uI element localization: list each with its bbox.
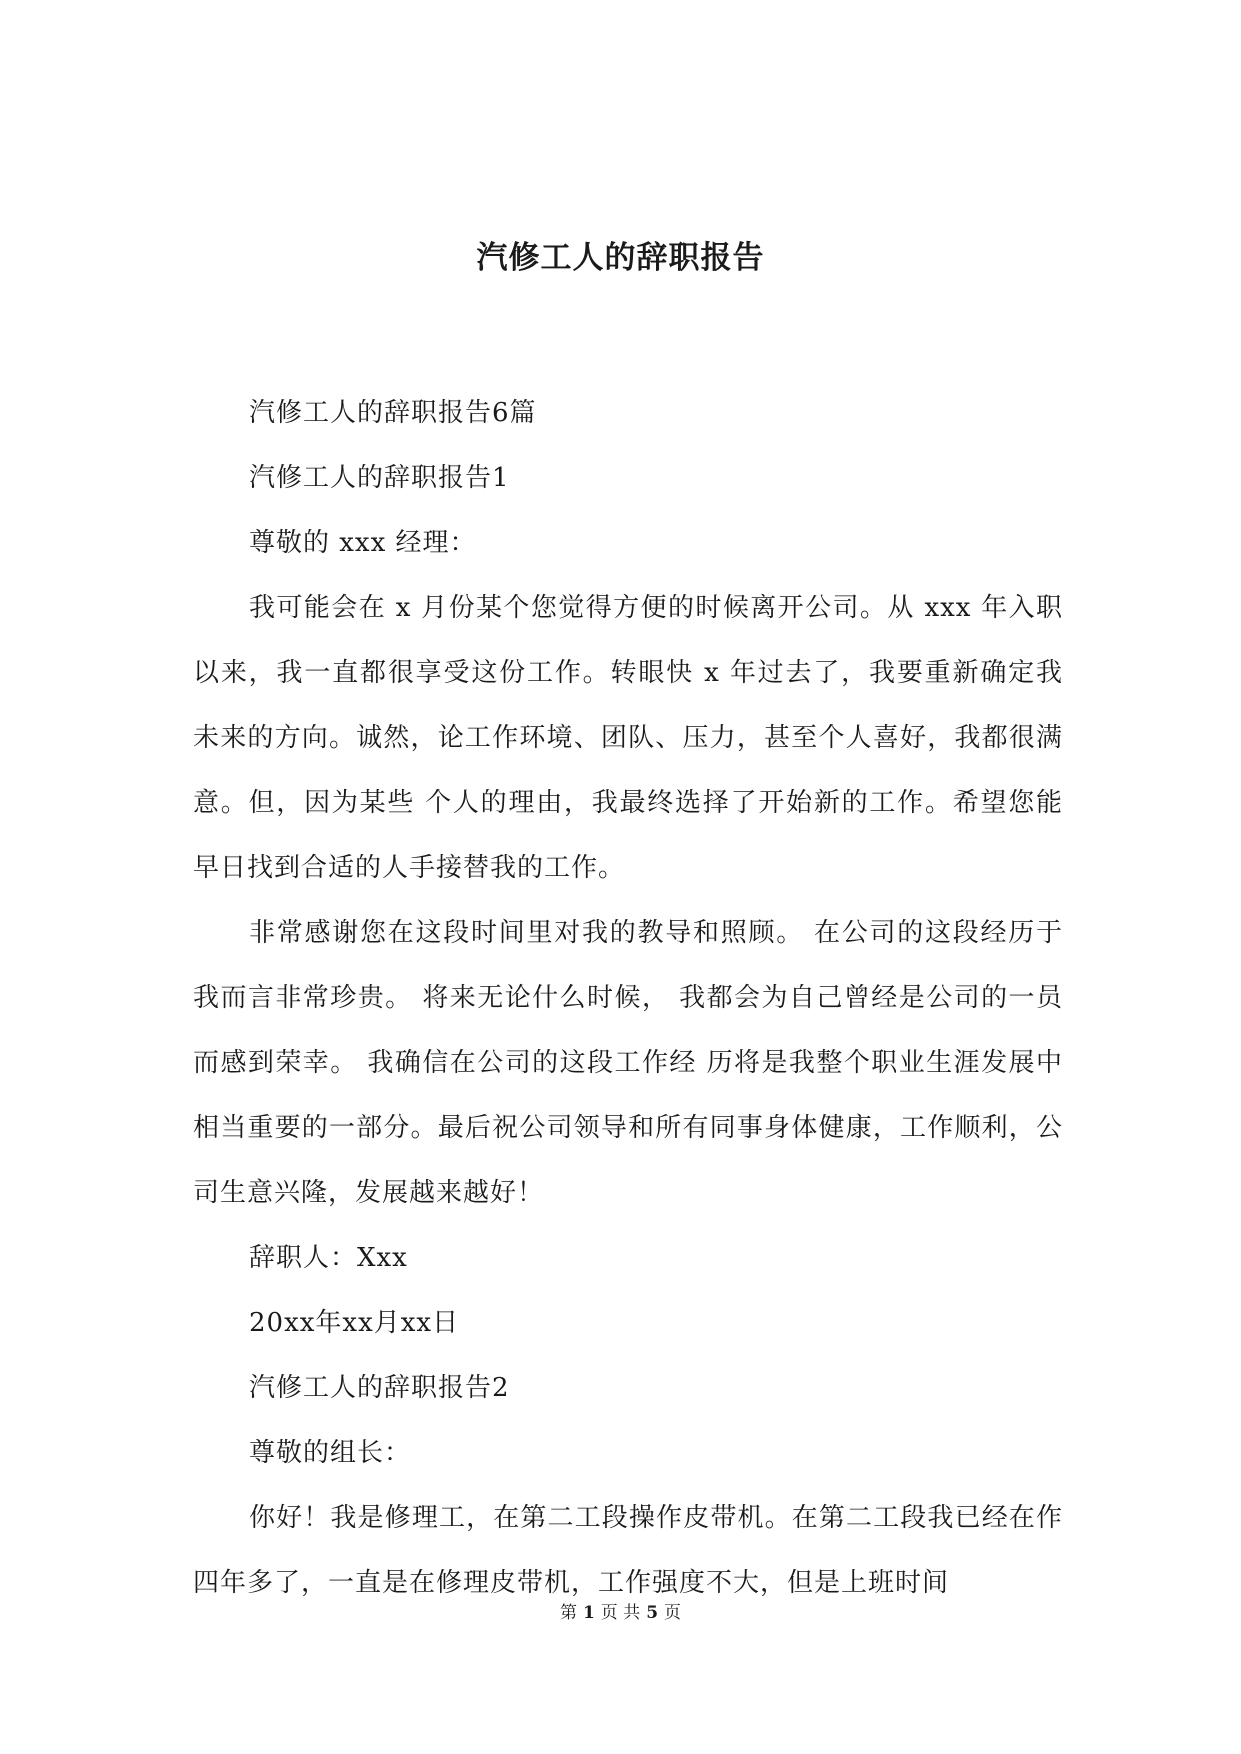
- paragraph-body-3: 你好！我是修理工，在第二工段操作皮带机。在第二工段我已经在作四年多了，一直是在修理皮带机，工作强度不大，但是上班时间: [193, 1503, 1063, 1598]
- footer-current-page: 1: [582, 1603, 595, 1623]
- footer-prefix: 第: [559, 1603, 577, 1623]
- document-body: [193, 381, 1063, 1616]
- paragraph-body-1: 我可能会在 x 月份某个您觉得方便的时候离开公司。从 xxx 年入职以来，我一直都很享受这份工作。转眼快 x 年过去了，我要重新确定我 未来的方向。诚然，论工作环境、团队、压力，甚至个人喜好，我都很满意。但，因为某些 个人的理由，我最终选择了开始新的工作。希望您能早日找到合适的人手接替我的工作。: [193, 593, 1063, 883]
- paragraph-signature: 辞职人：Xxx: [249, 1243, 408, 1273]
- footer-total-pages: 5: [646, 1603, 659, 1623]
- paragraph-heading-1: 汽修工人的辞职报告1: [249, 463, 510, 493]
- page-footer: [0, 1601, 1241, 1625]
- footer-middle: 页 共: [600, 1603, 641, 1623]
- paragraph-heading-main: 汽修工人的辞职报告6篇: [249, 398, 537, 428]
- footer-suffix: 页: [664, 1603, 682, 1623]
- document-title: 汽修工人的辞职报告: [476, 240, 765, 276]
- paragraph-salutation-1: 尊敬的 xxx 经理：: [249, 528, 477, 558]
- paragraph-salutation-2: 尊敬的组长：: [249, 1438, 412, 1468]
- paragraph-heading-2: 汽修工人的辞职报告2: [249, 1373, 510, 1403]
- paragraph-date: 20xx年xx月xx日: [249, 1308, 460, 1338]
- paragraph-body-2: 非常感谢您在这段时间里对我的教导和照顾。 在公司的这段经历于我而言非常珍贵。 将来无论什么时候， 我都会为自己曾经是公司的一员而感到荣幸。 我确信在公司的这段工作经 历将是我整个职业生涯发展中相当重要的一部分。最后祝公司领导和所有同事身体健康，工作顺利，公司生意兴隆，发展越来越好！: [193, 918, 1063, 1208]
